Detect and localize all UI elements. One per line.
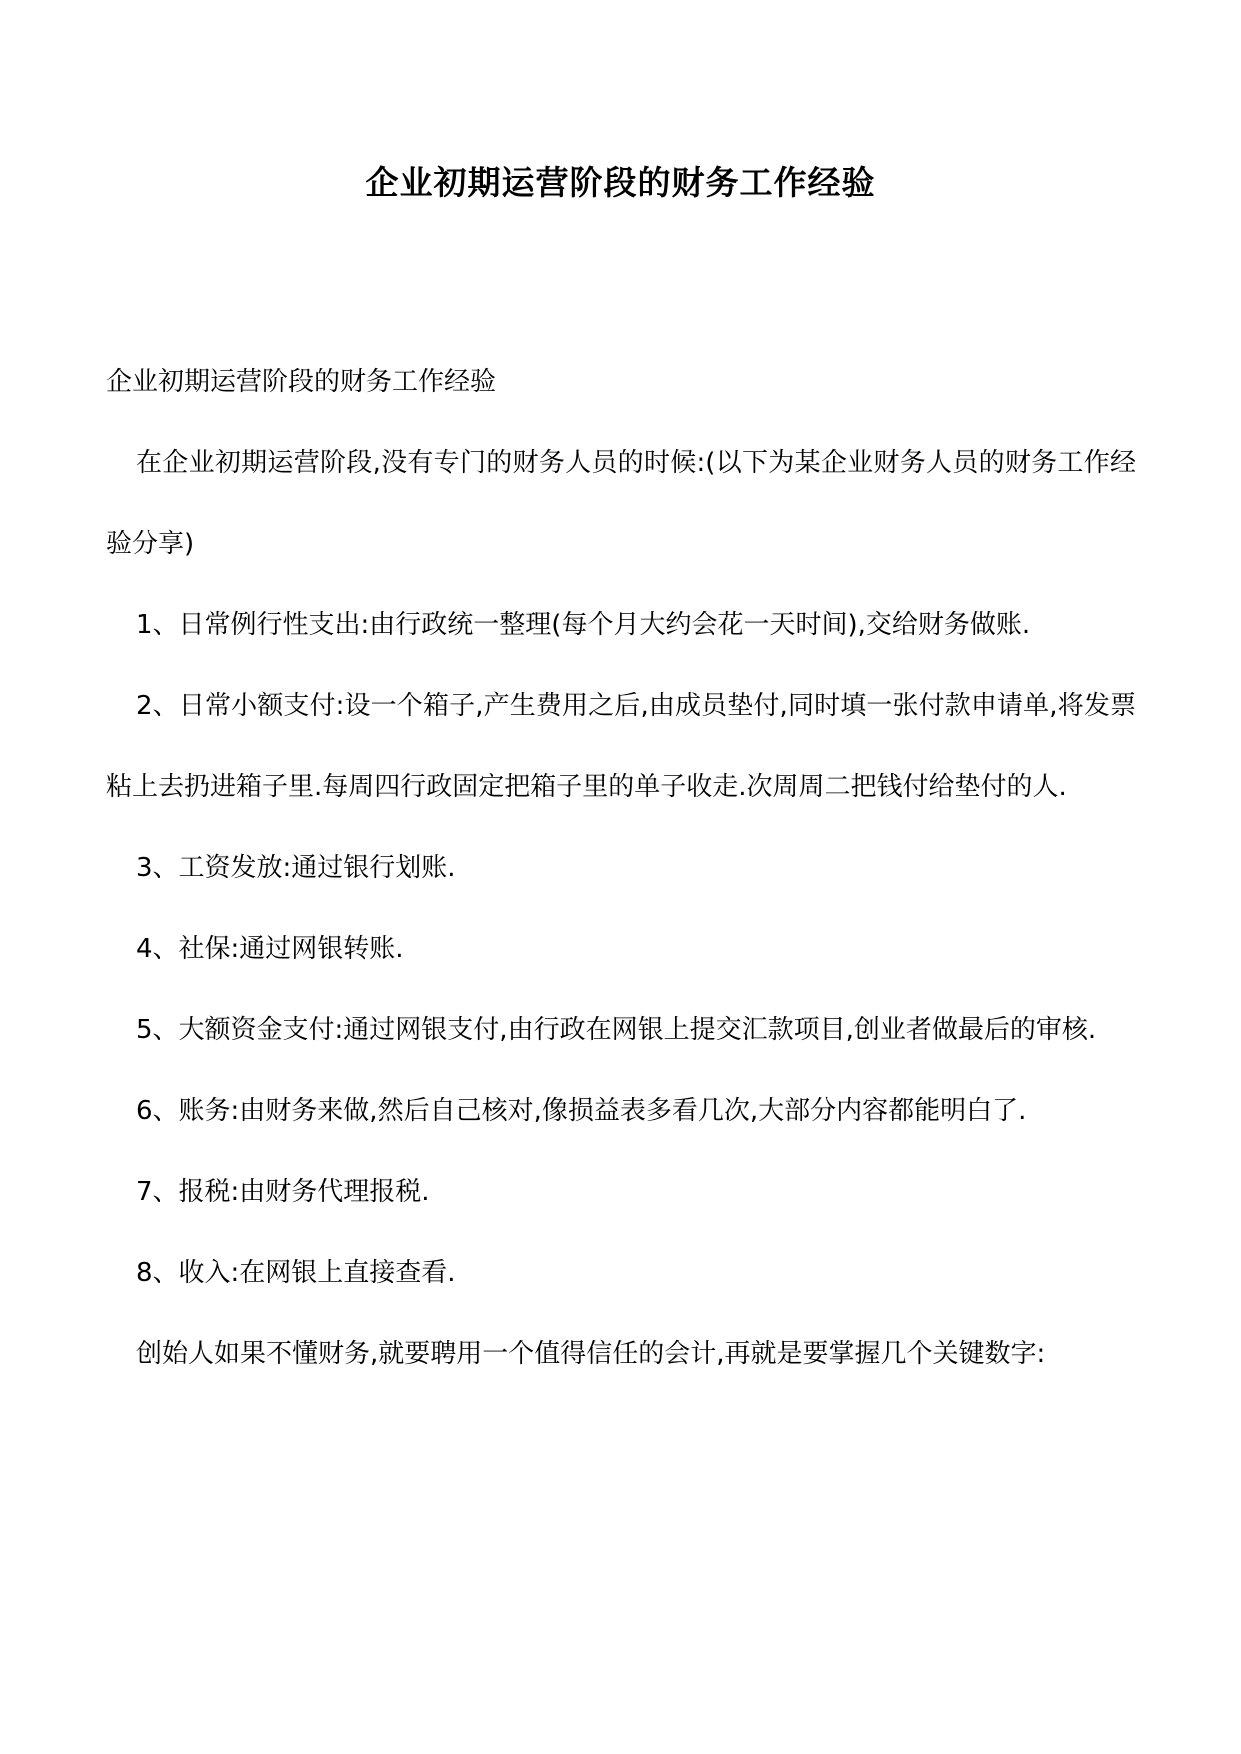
paragraph-item-2: 2、日常小额支付:设一个箱子,产生费用之后,由成员垫付,同时填一张付款申请单,将发票粘上去扔进箱子里.每周四行政固定把箱子里的单子收走.次周周二把钱付给垫付的人. <box>106 691 1136 802</box>
paragraph-item-8: 8、收入:在网银上直接查看. <box>136 1258 456 1288</box>
document-title: 企业初期运营阶段的财务工作经验 <box>365 163 876 202</box>
paragraph-item-4: 4、社保:通过网银转账. <box>136 934 404 964</box>
paragraph-item-1: 1、日常例行性支出:由行政统一整理(每个月大约会花一天时间),交给财务做账. <box>136 610 1031 640</box>
paragraph-closing: 创始人如果不懂财务,就要聘用一个值得信任的会计,再就是要掌握几个关键数字: <box>136 1339 1046 1369</box>
paragraph-item-3: 3、工资发放:通过银行划账. <box>136 853 456 883</box>
paragraph-subtitle: 企业初期运营阶段的财务工作经验 <box>106 367 497 397</box>
paragraph-item-6: 6、账务:由财务来做,然后自己核对,像损益表多看几次,大部分内容都能明白了. <box>136 1096 1027 1126</box>
paragraph-item-7: 7、报税:由财务代理报税. <box>136 1177 430 1207</box>
document-body <box>106 342 1136 1395</box>
paragraph-item-5: 5、大额资金支付:通过网银支付,由行政在网银上提交汇款项目,创业者做最后的审核. <box>136 1015 1097 1045</box>
paragraph-intro: 在企业初期运营阶段,没有专门的财务人员的时候:(以下为某企业财务人员的财务工作经验分享) <box>106 448 1136 559</box>
